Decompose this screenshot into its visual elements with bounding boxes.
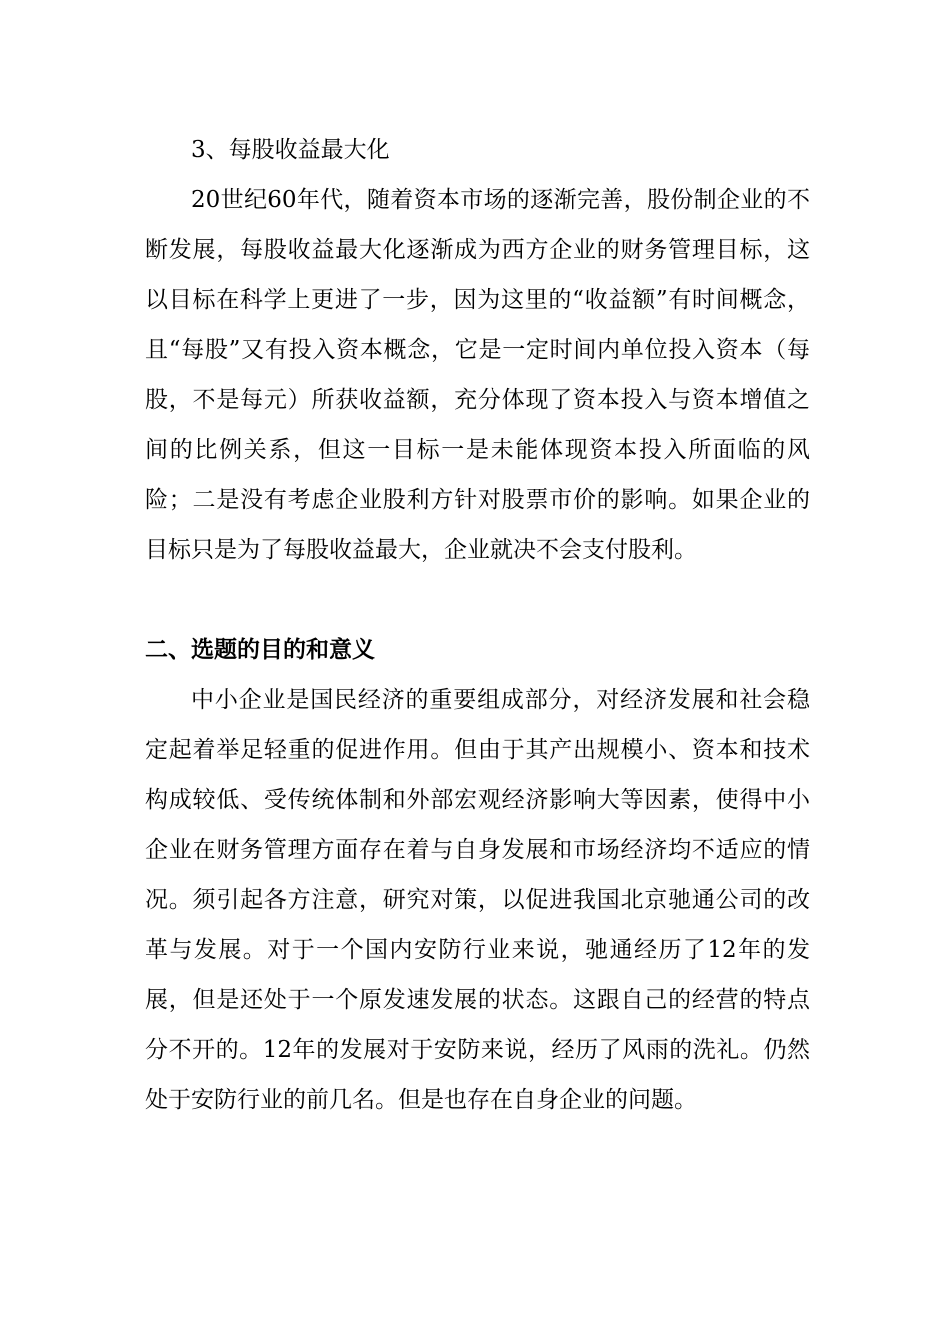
section-heading: 二、选题的目的和意义 [145,637,375,663]
subsection-heading: 3、每股收益最大化 [191,137,390,163]
document-body [145,125,810,1125]
subsection-paragraph: 20世纪60年代，随着资本市场的逐渐完善，股份制企业的不断发展，每股收益最大化逐渐成为西方企业的财务管理目标，这以目标在科学上更进了一步，因为这里的“收益额”有时间概念，且“每股”又有投入资本概念，它是一定时间内单位投入资本（每股，不是每元）所获收益额，充分体现了资本投入与资本增值之间的比例关系，但这一目标一是未能体现资本投入所面临的风险；二是没有考虑企业股利方针对股票市价的影响。如果企业的目标只是为了每股收益最大，企业就决不会支付股利。 [145,187,810,563]
section-paragraph: 中小企业是国民经济的重要组成部分，对经济发展和社会稳定起着举足轻重的促进作用。但由于其产出规模小、资本和技术构成较低、受传统体制和外部宏观经济影响大等因素，使得中小企业在财务管理方面存在着与自身发展和市场经济均不适应的情况。须引起各方注意，研究对策，以促进我国北京驰通公司的改革与发展。对于一个国内安防行业来说，驰通经历了12年的发展，但是还处于一个原发速发展的状态。这跟自己的经营的特点分不开的。12年的发展对于安防来说，经历了风雨的洗礼。仍然处于安防行业的前几名。但是也存在自身企业的问题。 [145,687,810,1113]
